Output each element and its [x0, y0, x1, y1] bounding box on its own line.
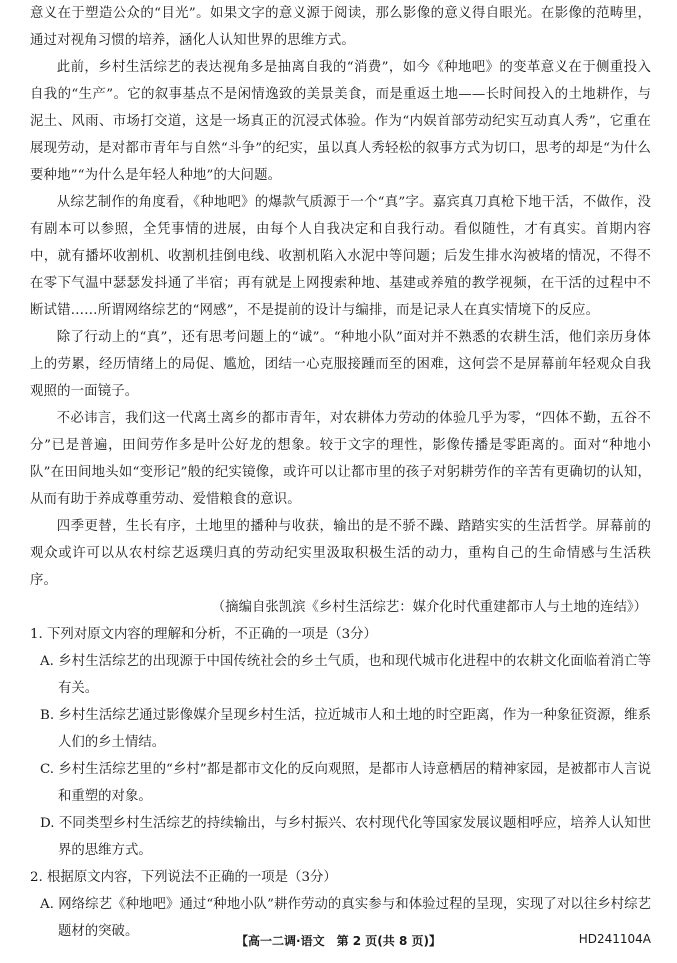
article-body: [30, 0, 651, 594]
article-paragraph: 此前，乡村生活综艺的表达视角多是抽离自我的“消费”，如今《种地吧》的变革意义在于侧重投入自我的“生产”。它的叙事基点不是闲情逸致的美景美食，而是重返土地——长时间投入的土地耕作，与泥土、风雨、市场打交道，这是一场真正的沉浸式体验。作为“内娱首部劳动纪实互动真人秀”，它重在展现劳动，是对都市青年与自然“斗争”的纪实，虽以真人秀轻松的叙事方式为切口，思考的却是“为什么要种地”“为什么是年轻人种地”的大问题。: [30, 60, 651, 183]
option-a: A. 网络综艺《种地吧》通过“种地小队”耕作劳动的真实参与和体验过程的呈现，实现了对以往乡村综艺题材的突破。: [40, 897, 651, 939]
option-d: D. 不同类型乡村生活综艺的持续输出，与乡村振兴、农村现代化等国家发展议题相呼应，培养人认知世界的思维方式。: [40, 816, 651, 858]
option-a: A. 乡村生活综艺的出现源于中国传统社会的乡土气质，也和现代城市化进程中的农耕文化面临着消亡等有关。: [40, 654, 651, 696]
article-source: （摘编自张凯滨《乡村生活综艺：媒介化时代重建都市人与土地的连结》）: [211, 600, 647, 615]
question-stem: 2. 根据原文内容，下列说法不正确的一项是（3分）: [30, 870, 337, 885]
question-1: [30, 621, 651, 864]
article-paragraph: 不必讳言，我们这一代离土离乡的都市青年，对农耕体力劳动的体验几乎为零，“四体不勤，五谷不分”已是普遍，田间劳作多是叶公好龙的想象。较于文字的理性，影像传播是零距离的。面对“种地小队”在田间地头如“变形记”般的纪实镜像，或许可以让都市里的孩子对躬耕劳作的辛苦有更确切的认知，从而有助于养成尊重劳动、爱惜粮食的意识。: [30, 411, 651, 507]
article-paragraph: 意义在于塑造公众的“目光”。如果文字的意义源于阅读，那么影像的意义得自眼光。在影像的范畴里，通过对视角习惯的培养，涵化人认知世界的思维方式。: [30, 6, 651, 48]
page-footer: [0, 932, 677, 952]
footer-page-info: 【高一二调·语文 第 2 页(共 8 页)】: [236, 934, 441, 948]
footer-code: HD241104A: [578, 932, 651, 946]
article-paragraph: 除了行动上的“真”，还有思考问题上的“诚”。“种地小队”面对并不熟悉的农耕生活，他们亲历身体上的劳累，经历情绪上的局促、尴尬，团结一心克服接踵而至的困难，这何尝不是屏幕前年轻观众自我观照的一面镜子。: [30, 330, 651, 399]
article-paragraph: 四季更替，生长有序，土地里的播种与收获，输出的是不骄不躁、踏踏实实的生活哲学。屏幕前的观众或许可以从农村综艺返璞归真的劳动纪实里汲取积极生活的动力，重构自己的生命情感与生活秩序。: [30, 519, 651, 588]
article-paragraph: 从综艺制作的角度看，《种地吧》的爆款气质源于一个“真”字。嘉宾真刀真枪下地干活，不做作，没有剧本可以参照，全凭事情的进展，由每个人自我决定和自我行动。看似随性，才有真实。首期内容中，就有播坏收割机、收割机挂倒电线、收割机陷入水泥中等问题；后发生排水沟被堵的情况，不得不在零下气温中瑟瑟发抖通了半宿；再有就是上网搜索种地、基建或养殖的教学视频，在干活的过程中不断试错……所谓网络综艺的“网感”，不是提前的设计与编排，而是记录人在真实情境下的反应。: [30, 195, 651, 318]
option-c: C. 乡村生活综艺里的“乡村”都是都市文化的反向观照，是都市人诗意栖居的精神家园，是被都市人言说和重塑的对象。: [40, 762, 651, 804]
option-b: B. 乡村生活综艺通过影像媒介呈现乡村生活，拉近城市人和土地的时空距离，作为一种象征资源，维系人们的乡土情结。: [40, 708, 651, 750]
question-stem: 1. 下列对原文内容的理解和分析，不正确的一项是（3分）: [30, 627, 377, 642]
